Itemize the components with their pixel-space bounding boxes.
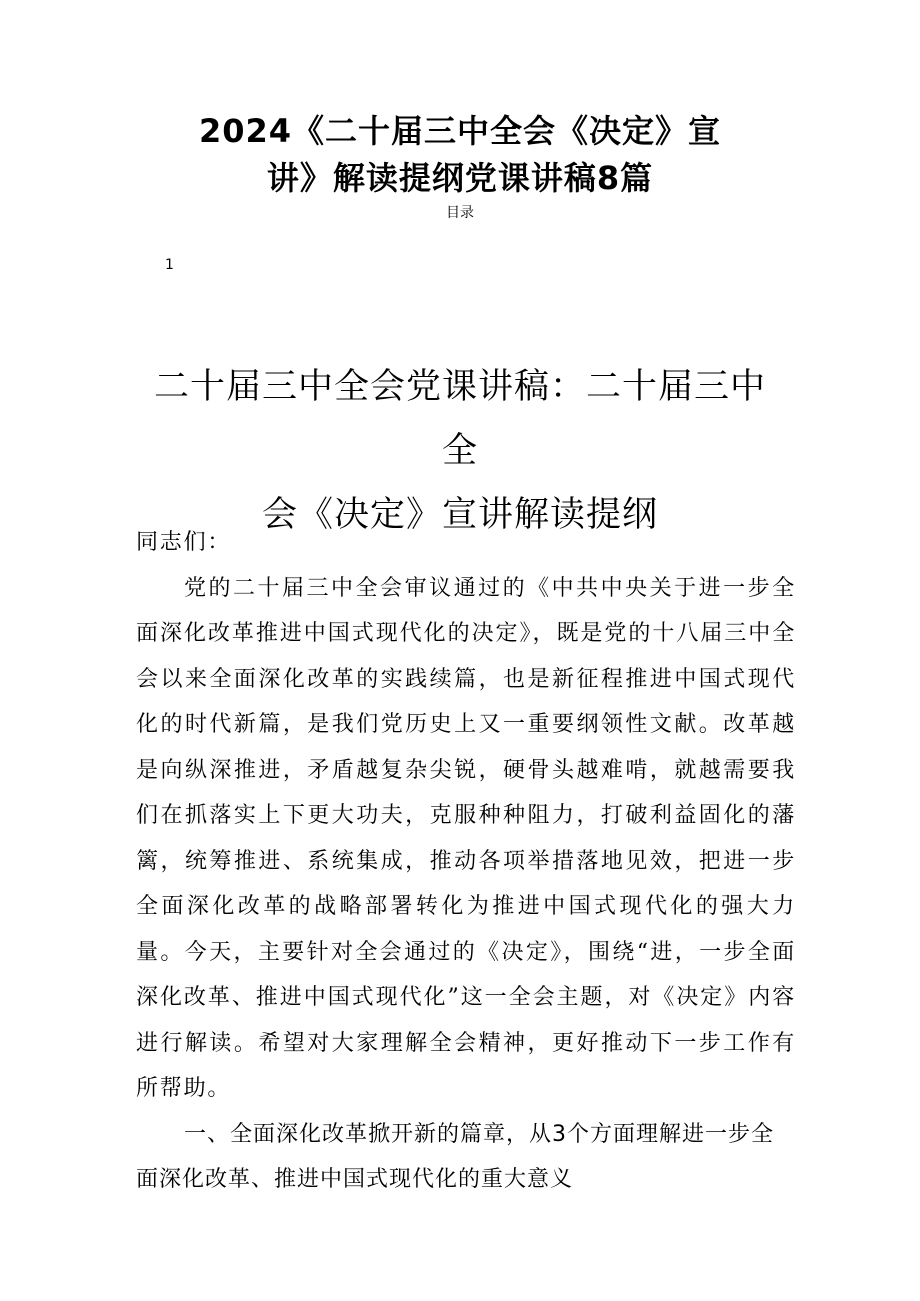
document-title-line-2: 讲》解读提纲党课讲稿8篇 <box>266 159 654 197</box>
section-title-line-2: 会《决定》宣讲解读提纲 <box>261 495 658 535</box>
toc-entry[interactable]: 1 <box>165 257 174 273</box>
heading-1: 一、全面深化改革掀开新的篇章，从3个方面理解进一步全面深化改革、推进中国式现代化的重大意义 <box>136 1121 774 1192</box>
section-title <box>150 355 770 547</box>
toc-label: 目录 <box>446 205 474 221</box>
document-title <box>180 108 740 202</box>
section-title-line-1: 二十届三中全会党课讲稿：二十届三中全 <box>153 367 766 471</box>
paragraph-1: 党的二十届三中全会审议通过的《中共中央关于进一步全面深化改革推进中国式现代化的决定》，既是党的十八届三中全会以来全面深化改革的实践续篇，也是新征程推进中国式现代化的时代新篇，是我们党历史上又一重要纲领性文献。改革越是向纵深推进，矛盾越复杂尖锐，硬骨头越难啃，就越需要我们在抓落实上下更大功夫，克服种种阻力，打破利益固化的藩篱，统筹推进、系统集成，推动各项举措落地见效，把进一步全面深化改革的战略部署转化为推进中国式现代化的强大力量。今天，主要针对全会通过的《决定》，围绕“进，一步全面深化改革、推进中国式现代化”这一全会主题，对《决定》内容进行解读。希望对大家理解全会精神，更好推动下一步工作有所帮助。 <box>136 575 796 1101</box>
document-title-line-1: 2024《二十届三中全会《决定》宣 <box>198 112 722 150</box>
salutation: 同志们： <box>136 530 232 555</box>
section-body <box>136 520 796 1203</box>
